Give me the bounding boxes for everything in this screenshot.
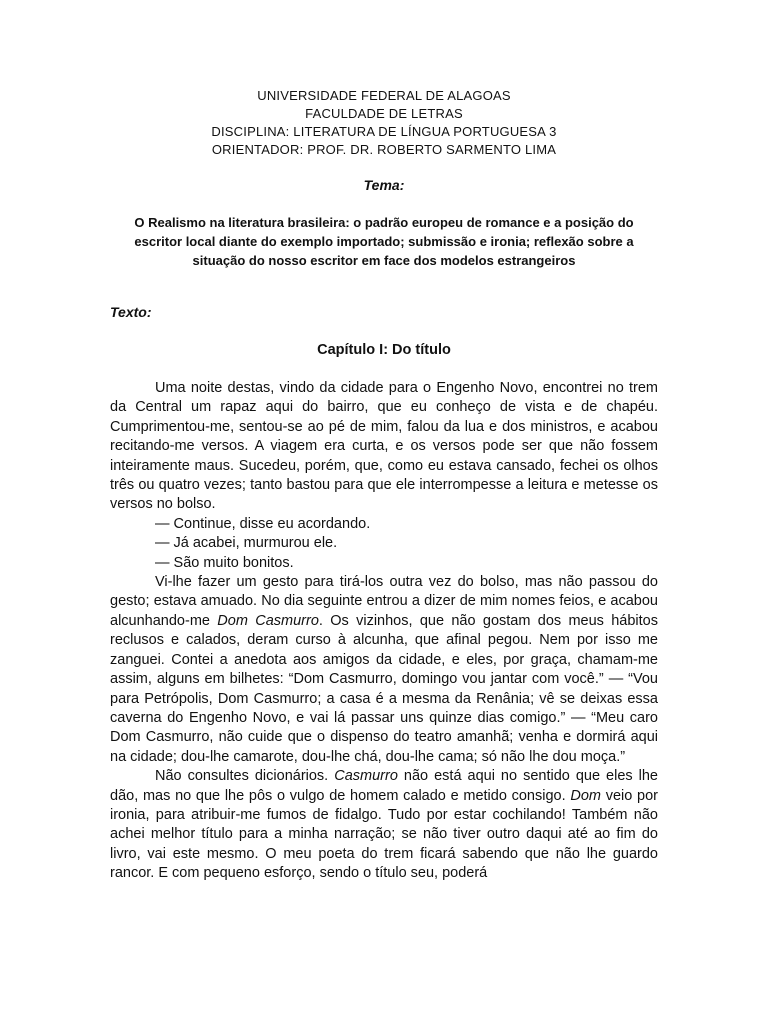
- chapter-title: Capítulo I: Do título: [317, 342, 451, 358]
- tema-text: O Realismo na literatura brasileira: o padrão europeu de romance e a posição do escritor local diante do exemplo importado; submissão e ironia; reflexão sobre a situação do nosso escritor em face dos modelos estrangeiros: [134, 215, 634, 268]
- paragraph-2-part-a: Vi-lhe fazer um gesto para tirá-los outra vez do bolso, mas não passou do gesto; estava amuado. No dia seguinte entrou a dizer de mim nomes feios, e acabou alcunhando-me: [110, 574, 658, 629]
- advisor-line: ORIENTADOR: PROF. DR. ROBERTO SARMENTO LIMA: [211, 142, 557, 157]
- paragraph-2-italic: Dom Casmurro: [217, 612, 319, 629]
- paragraph-3-part-b: não está aqui no sentido que eles lhe dão, mas no que lhe pôs o vulgo de homem calado e metido consigo.: [110, 768, 658, 804]
- paragraph-2-part-b: . Os vizinhos, que não gostam dos meus hábitos reclusos e calados, deram curso à alcunha, que afinal pegou. Nem por isso me zanguei. Contei a anedota aos amigos da cidade, e eles, por graça, chamam-me assim, alguns em bilhetes: “Dom Casmurro, domingo vou jantar com você.” — “Vou para Petrópolis, Dom Casmurro; a casa é a mesma da Renânia; vê se deixas essa caverna do Engenho Novo, e vai lá passar uns quinze dias comigo.” — “Meu caro Dom Casmurro, não cuide que o dispenso do teatro amanhã; venha e dormirá aqui na cidade; dou-lhe camarote, dou-lhe chá, dou-lhe cama; só não lhe dou moça.”: [110, 612, 658, 765]
- paragraph-2: [110, 573, 658, 767]
- dialogue-line-2: — Já acabei, murmurou ele.: [155, 535, 338, 552]
- dialogue-line-3: — São muito bonitos.: [155, 554, 294, 571]
- paragraph-3-italic-2: Dom: [570, 787, 601, 804]
- chapter-body: [110, 379, 658, 884]
- tema-label: Tema:: [363, 177, 405, 193]
- dialogue-line-1: — Continue, disse eu acordando.: [155, 515, 371, 532]
- texto-label: Texto:: [110, 304, 152, 320]
- paragraph-3: [110, 767, 658, 883]
- discipline-line: DISCIPLINA: LITERATURA DE LÍNGUA PORTUGUESA 3: [211, 124, 557, 139]
- paragraph-3-part-c: veio por ironia, para atribuir-me fumos de fidalgo. Tudo por estar cochilando! Também não achei melhor título para a minha narração; se não tiver outro daqui até ao fim do livro, vai este mesmo. O meu poeta do trem ficará sabendo que não lhe guardo rancor. E com pequeno esforço, sendo o título seu, poderá: [110, 787, 658, 882]
- paragraph-3-part-a: Não consultes dicionários.: [155, 768, 335, 785]
- paragraph-3-italic-1: Casmurro: [334, 768, 398, 785]
- university-name: UNIVERSIDADE FEDERAL DE ALAGOAS: [257, 88, 511, 103]
- paragraph-1: Uma noite destas, vindo da cidade para o Engenho Novo, encontrei no trem da Central um rapaz aqui do bairro, que eu conheço de vista e de chapéu. Cumprimentou-me, sentou-se ao pé de mim, falou da lua e dos ministros, e acabou recitando-me versos. A viagem era curta, e os versos pode ser que não fossem inteiramente maus. Sucedeu, porém, que, como eu estava cansado, fechei os olhos três ou quatro vezes; tanto bastou para que ele interrompesse a leitura e metesse os versos no bolso.: [110, 380, 658, 513]
- faculty-name: FACULDADE DE LETRAS: [305, 106, 463, 121]
- institution-header: [0, 87, 768, 159]
